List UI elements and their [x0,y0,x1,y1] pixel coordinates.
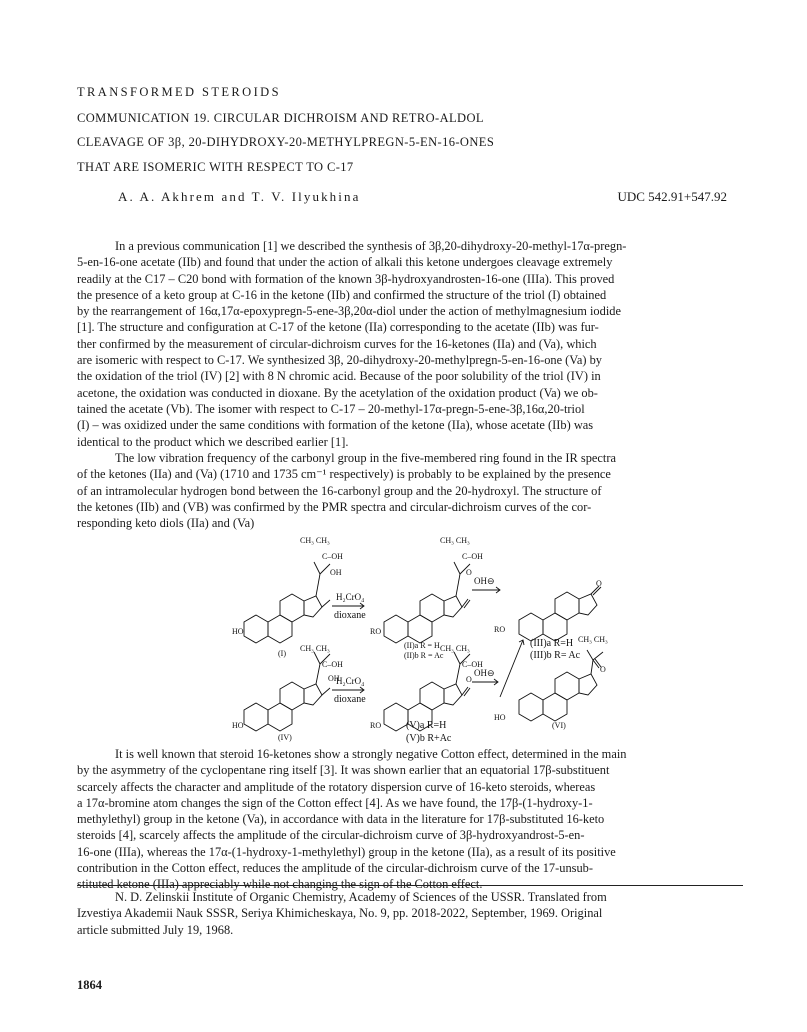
arrow-V-to-III [500,640,524,697]
series-title: TRANSFORMED STEROIDS [77,85,281,99]
solvent-bottom: dioxane [334,694,366,705]
label-IV: (IV) [278,733,292,742]
label-VI: (VI) [552,721,566,730]
arrow-I-to-II [332,603,364,609]
reaction-scheme [230,532,660,744]
text-line: of the ketones (IIa) and (Va) (1710 and 1735 cm⁻¹ respectively) is probably to be explained by the presence [77,467,611,482]
text-line: In a previous communication [1] we described the synthesis of 3β,20-dihydroxy-20-methyl-17α-pregn- [115,239,627,253]
label-IIIb: (III)b R= Ac [530,650,581,661]
compound-III-structure [519,586,601,641]
text-line: scarcely affects the character and amplitude of the rotatory dispersion curve of 16-keto steroids, whereas [77,779,596,794]
text-line: by the asymmetry of the cyclopentane ring itself [3]. It was shown earlier that an equatorial 17β-substituent [77,763,610,778]
text-line: tained the acetate (Vb). The isomer with respect to C-17 – 20-methyl-17α-pregn-5-ene-3β,16α,20-triol [77,401,585,416]
compound-II-structure [384,562,470,643]
footnote-line: article submitted July 19, 1968. [77,922,234,937]
authors: A. A. Akhrem and T. V. Ilyukhina [118,189,361,204]
udc-code: UDC 542.91+547.92 [617,189,727,204]
text-line: ther confirmed by the measurement of circular-dichroism curves for the 16-ketones (IIa) and (Va), which [77,336,597,351]
V-c-oh: C–OH [462,660,483,669]
IV-oh: OH [328,674,340,683]
compound-IV-structure [244,652,330,731]
I-methyls: CH₃ CH₃ [300,536,330,545]
footnote-divider [77,885,743,886]
V-methyls: CH₃ CH₃ [440,644,470,653]
paragraph-2 [77,450,733,531]
II-c-oh: C–OH [462,552,483,561]
text-line: responding keto diols (IIa) and (Va) [77,516,255,531]
I-c-oh: C–OH [322,552,343,561]
II-ro: RO [370,627,382,636]
page-number: 1864 [77,978,102,992]
label-IIa: (II)a R = H [404,641,440,650]
IV-methyls: CH₃ CH₃ [300,644,330,653]
IV-ho: HO [232,721,244,730]
II-methyls: CH₃ CH₃ [440,536,470,545]
VI-ho: HO [494,713,506,722]
arrow-II-to-III [472,587,500,593]
title-line-2: CLEAVAGE OF 3β, 20-DIHYDROXY-20-METHYLPREGN-5-EN-16-ONES [77,135,495,149]
reagent-bottom: H₂CrO₄ [336,676,365,686]
text-line: (I) – was oxidized under the same conditions with formation of the ketone (IIa), whose acetate (IIb) was [77,418,594,433]
text-line: a 17α-bromine atom changes the sign of the Cotton effect [4]. As we have found, the 17β-(1-hydroxy-1- [77,795,593,810]
text-line: acetone, the oxidation was conducted in dioxane. By the acetylation of the oxidation product (Va) we ob- [77,385,598,400]
solvent-top: dioxane [334,610,366,621]
arrow-V-to-VI [472,679,498,685]
V-ro: RO [370,721,382,730]
I-oh: OH [330,568,342,577]
text-line: of an intramolecular hydrogen bond between the 16-carbonyl group and the 20-hydroxyl. The structure of [77,483,602,498]
arrow-IV-to-V [332,687,364,693]
footnote-line: N. D. Zelinskii Institute of Organic Chemistry, Academy of Sciences of the USSR. Translated from [115,890,607,904]
base-top: OH⊖ [474,576,495,586]
text-line: readily at the C17 – C20 bond with formation of the known 3β-hydroxyandrosten-16-one (IIIa). This proved [77,271,615,286]
reagent-top: H₂CrO₄ [336,592,365,602]
text-line: contribution in the Cotton effect, reduces the amplitude of the circular-dichroism curve of the 17-unsub- [77,861,593,876]
VI-o: O [600,665,606,674]
base-bottom: OH⊖ [474,668,495,678]
text-line: 5-en-16-one acetate (IIb) and found that under the action of alkali this ketone undergoes cleavage extremely [77,255,613,270]
text-line: identical to the product which we described earlier [1]. [77,434,349,449]
reaction-scheme-drawing [230,532,660,744]
text-line: steroids [4], scarcely affects the amplitude of the circular-dichroism curve of 3β-hydroxyandrost-5-en- [77,828,585,843]
text-line: methylethyl) group in the ketone (Va), in accordance with data in the literature for 17β-substituted 16-keto [77,812,605,827]
text-line: It is well known that steroid 16-ketones show a strongly negative Cotton effect, determined in the main [115,747,627,761]
text-line: The low vibration frequency of the carbonyl group in the five-membered ring found in the IR spectra [115,451,616,465]
title-line-1: COMMUNICATION 19. CIRCULAR DICHROISM AND RETRO-ALDOL [77,111,484,125]
text-line: by the rearrangement of 16α,17α-epoxypregn-5-ene-3β,20α-diol under the action of methylmagnesium iodide [77,304,621,319]
III-o: O [596,579,602,588]
paragraph-3 [77,746,733,893]
text-line: [1]. The structure and configuration at C-17 of the ketone (IIa) corresponding to the acetate (IIb) was fur- [77,320,599,335]
I-ho: HO [232,627,244,636]
title-line-3: THAT ARE ISOMERIC WITH RESPECT TO C-17 [77,160,354,174]
text-line: are isomeric with respect to C-17. We synthesized 3β, 20-dihydroxy-20-methylpregn-5-en-16-one (Va) by [77,353,602,368]
footnote [77,889,743,938]
text-line: the ketones (IIb) and (VB) was confirmed by the PMR spectra and circular-dichroism curves of the cor- [77,499,592,514]
label-IIb: (II)b R = Ac [404,651,444,660]
II-o: O [466,568,472,577]
text-line: 16-one (IIIa), whereas the 17α-(1-hydroxy-1-methylethyl) group in the ketone (IIa), as a result of its positive [77,844,616,859]
paragraph-1 [77,238,733,450]
label-Va: (V)a R=H [406,720,447,731]
text-line: the presence of a keto group at C-16 in the ketone (IIb) and confirmed the structure of the triol (I) obtained [77,287,607,302]
text-line: stituted ketone (IIIa) appreciably while not changing the sign of the Cotton effect. [77,877,483,892]
footnote-line: Izvestiya Akademii Nauk SSSR, Seriya Khimicheskaya, No. 9, pp. 2018-2022, September, 1969. Original [77,906,603,921]
compound-I-structure [244,562,330,643]
V-o: O [466,675,472,684]
label-I: (I) [278,649,286,658]
IV-c-oh: C–OH [322,660,343,669]
text-line: the oxidation of the triol (IV) [2] with 8 N chromic acid. Because of the poor solubility of the triol (IV) in [77,369,601,384]
label-IIIa: (III)a R=H [530,638,574,649]
III-ro: RO [494,625,506,634]
label-Vb: (V)b R+Ac [406,733,452,744]
VI-methyls: CH₃ CH₃ [578,635,608,644]
